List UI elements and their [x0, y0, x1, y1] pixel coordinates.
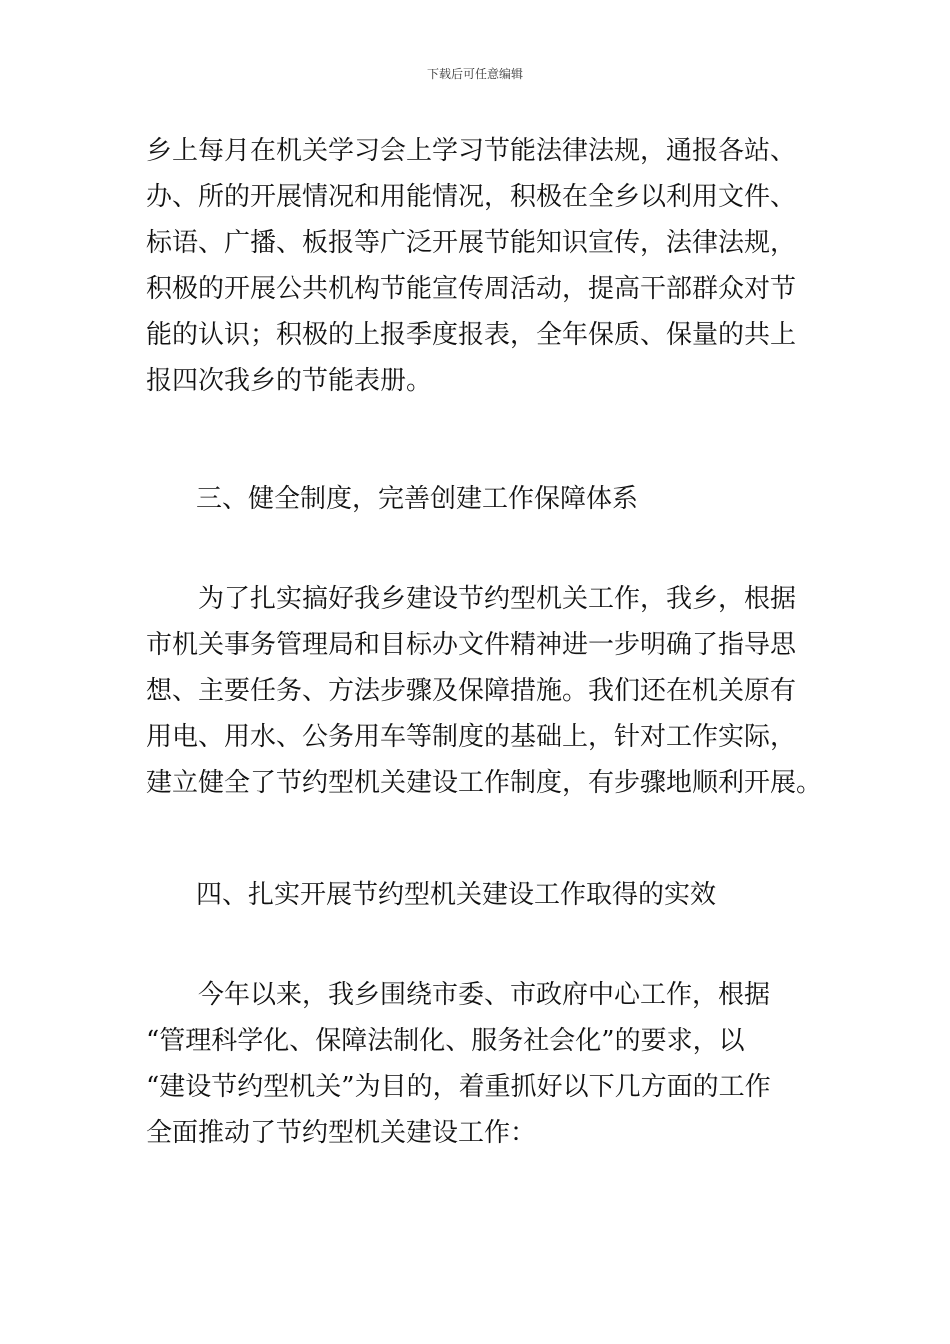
paragraph-line: 想、主要任务、方法步骤及保障措施。我们还在机关原有	[146, 676, 797, 706]
paragraph-line: “管理科学化、保障法制化、服务社会化”的要求，以	[146, 1026, 745, 1056]
paragraph-energy-publicity	[146, 128, 806, 404]
paragraph-line: 能的认识；积极的上报季度报表，全年保质、保量的共上	[146, 320, 797, 350]
paragraph-line: 市机关事务管理局和目标办文件精神进一步明确了指导思	[146, 630, 797, 660]
paragraph-system-building	[146, 576, 823, 806]
paragraph-line: 全面推动了节约型机关建设工作：	[146, 1118, 537, 1148]
paragraph-results	[146, 972, 806, 1156]
page-header-note: 下载后可任意编辑	[426, 67, 523, 81]
paragraph-line: 报四次我乡的节能表册。	[146, 366, 433, 396]
paragraph-line: 今年以来，我乡围绕市委、市政府中心工作，根据	[198, 980, 771, 1010]
paragraph-line: 用电、用水、公务用车等制度的基础上，针对工作实际，	[146, 722, 797, 752]
section-heading-four: 四、扎实开展节约型机关建设工作取得的实效	[196, 880, 717, 910]
paragraph-line: 为了扎实搞好我乡建设节约型机关工作，我乡，根据	[198, 584, 797, 614]
paragraph-line: 办、所的开展情况和用能情况，积极在全乡以利用文件、	[146, 182, 797, 212]
paragraph-line: 乡上每月在机关学习会上学习节能法律法规，通报各站、	[146, 136, 797, 166]
paragraph-line: 建立健全了节约型机关建设工作制度，有步骤地顺利开展。	[146, 768, 823, 798]
section-heading-three: 三、健全制度，完善创建工作保障体系	[196, 484, 639, 514]
paragraph-line: 积极的开展公共机构节能宣传周活动，提高干部群众对节	[146, 274, 797, 304]
paragraph-line: “建设节约型机关”为目的，着重抓好以下几方面的工作	[146, 1072, 771, 1102]
paragraph-line: 标语、广播、板报等广泛开展节能知识宣传，法律法规，	[146, 228, 797, 258]
